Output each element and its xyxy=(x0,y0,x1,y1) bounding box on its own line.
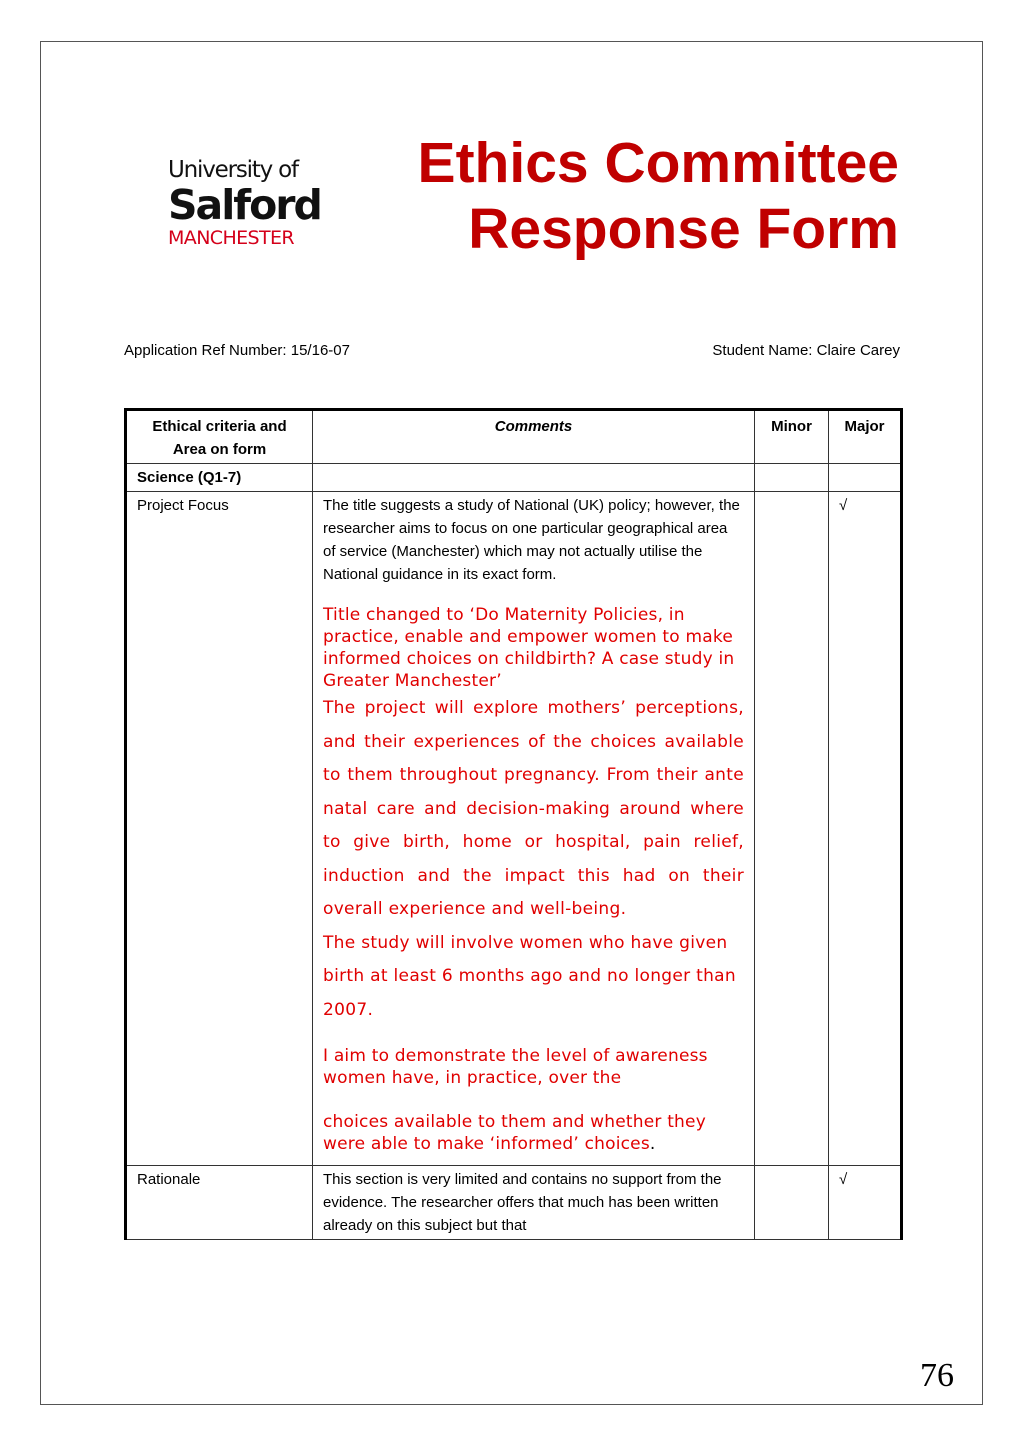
response-aim: I aim to demonstrate the level of awareness women have, in practice, over the xyxy=(323,1046,708,1088)
page-title xyxy=(418,130,899,262)
row-minor-rationale xyxy=(755,1166,829,1240)
title-line-2: Response Form xyxy=(468,197,899,261)
application-ref: Application Ref Number: 15/16-07 xyxy=(124,342,350,359)
row-major-rationale: √ xyxy=(829,1166,902,1240)
page-number: 76 xyxy=(920,1357,954,1394)
row-minor-project-focus xyxy=(755,492,829,1166)
logo-line-3: MANCHESTER xyxy=(168,227,295,249)
section-row xyxy=(126,464,902,492)
section-label: Science (Q1-7) xyxy=(126,464,313,492)
response-choices-period: . xyxy=(649,1134,656,1154)
university-logo xyxy=(168,157,321,249)
row-comments-project-focus xyxy=(313,492,755,1166)
section-empty-cell xyxy=(829,464,902,492)
student-name: Student Name: Claire Carey xyxy=(712,342,900,359)
response-choices xyxy=(323,1111,744,1155)
response-study-involve: The study will involve women who have given birth at least 6 months ago and no longer than 2007. xyxy=(323,932,736,1020)
ethics-response-table xyxy=(124,408,903,1240)
header-major: Major xyxy=(829,410,902,464)
row-comments-rationale: This section is very limited and contains no support from the evidence. The researcher offers that much has been written already on this subject but that xyxy=(313,1166,755,1240)
table-row xyxy=(126,492,902,1166)
logo-line-1: University of xyxy=(168,157,298,183)
header-comments: Comments xyxy=(313,410,755,464)
row-label-project-focus: Project Focus xyxy=(126,492,313,1166)
response-project-explore: The project will explore mothers’ perceptions, and their experiences of the choices available to them throughout pregnancy. From their ante natal care and decision-making around where to give birth, home or hospital, pain relief, induction and the impact this had on their overall experience and well-being. xyxy=(323,698,744,919)
section-empty-cell xyxy=(755,464,829,492)
title-line-1: Ethics Committee xyxy=(417,131,899,195)
row-major-project-focus: √ xyxy=(829,492,902,1166)
logo-line-2: Salford xyxy=(168,181,321,229)
header-minor: Minor xyxy=(755,410,829,464)
committee-comment: The title suggests a study of National (UK) policy; however, the researcher aims to focus on one particular geographical area of service (Manchester) which may not actually utilise the National guidance in its exact form. xyxy=(323,497,740,583)
header-criteria: Ethical criteria and Area on form xyxy=(126,410,313,464)
response-choices-text: choices available to them and whether they were able to make ‘informed’ choices xyxy=(323,1112,706,1154)
table-row xyxy=(126,1166,902,1240)
section-empty-cell xyxy=(313,464,755,492)
response-title-change: Title changed to ‘Do Maternity Policies, in practice, enable and empower women to make informed choices on childbirth? A case study in Greater Manchester’ xyxy=(323,605,735,691)
row-label-rationale: Rationale xyxy=(126,1166,313,1240)
table-header-row xyxy=(126,410,902,464)
